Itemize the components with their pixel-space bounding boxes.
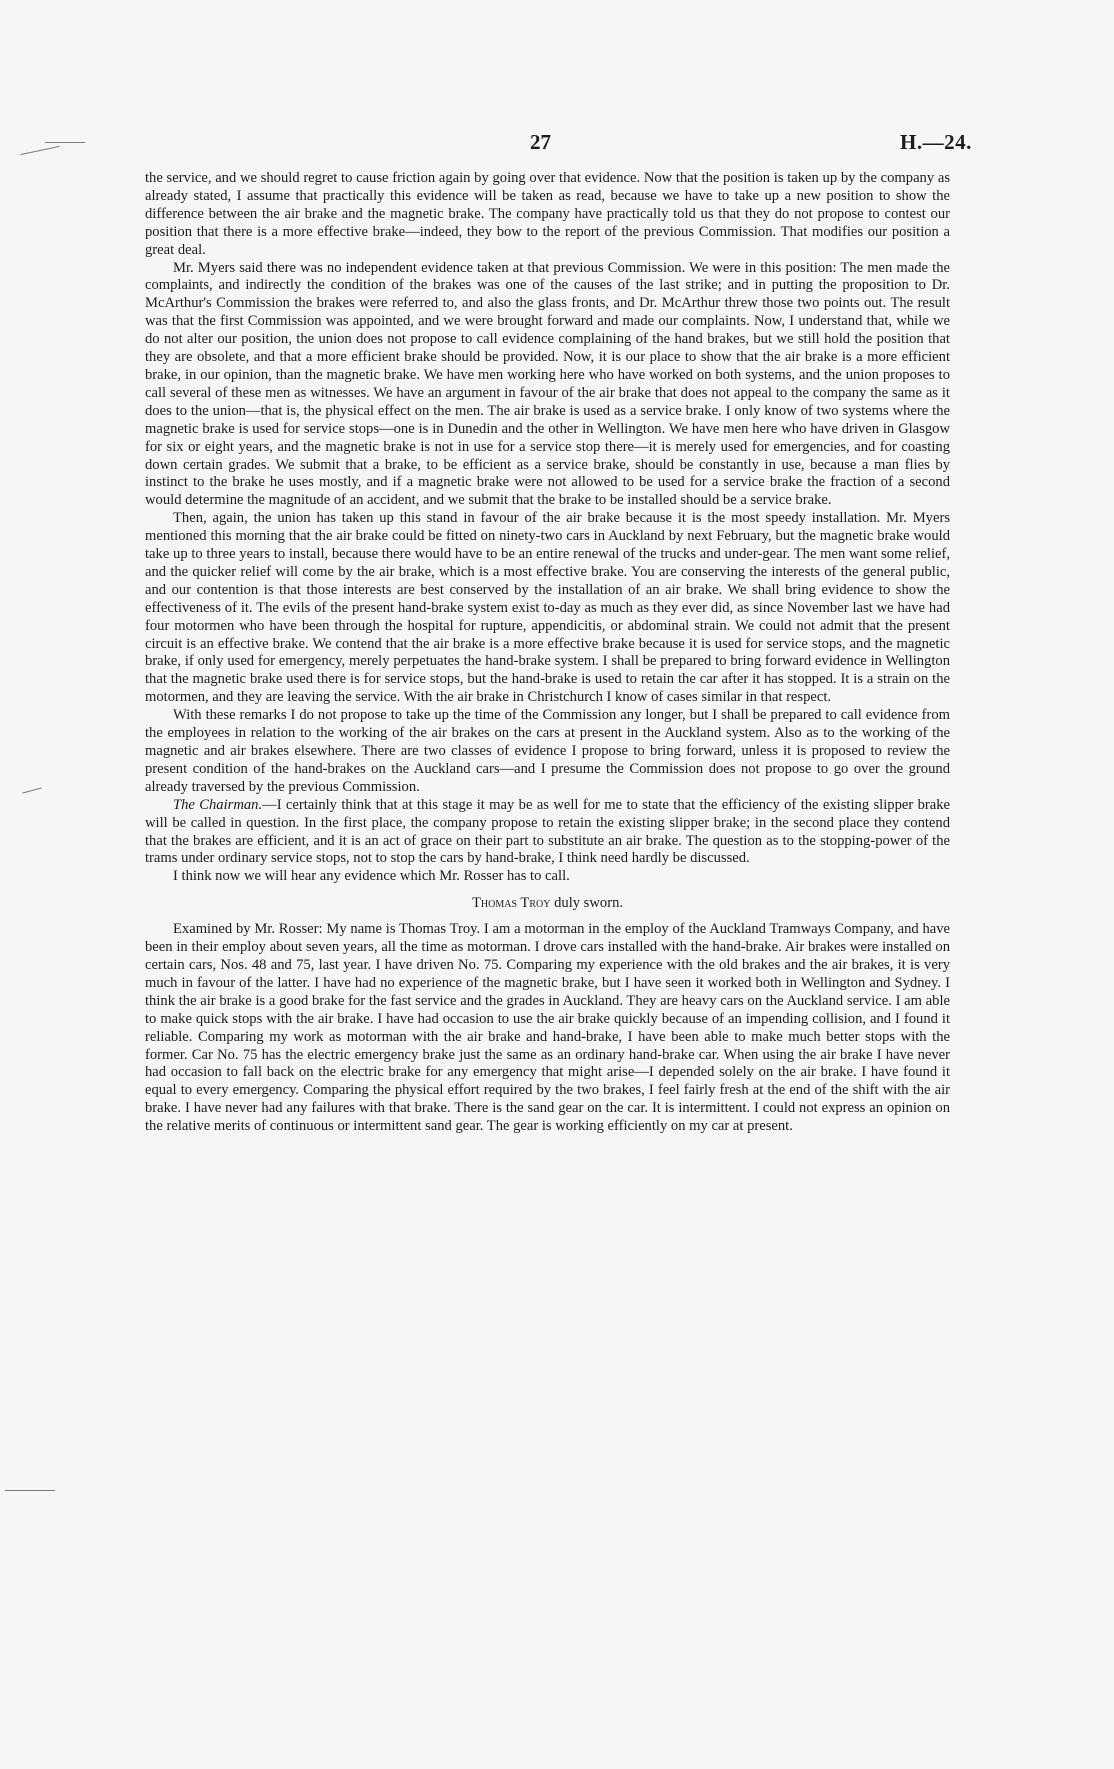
margin-mark (5, 1490, 55, 1491)
paragraph: Then, again, the union has taken up this stand in favour of the air brake because it is the most speedy installation. Mr. Myers mentioned this morning that the air brake could be fitted on ninety-two cars in Auckland by next February, but the magnetic brake would take up to three years to install, because there would have to be an entire renewal of the trucks and under-gear. The men want some relief, and the quicker relief will come by the air brake, which is a most effective brake. You are conserving the interests of the general public, and our contention is that those interests are best conserved by the installation of an air brake. We shall bring evidence to show the effectiveness of it. The evils of the present hand-brake system exist to-day as much as they ever did, as since November last we have had four motormen who have been through the hospital for rupture, appendicitis, or abdominal strain. We could not admit that the present circuit is an effective brake. We contend that the air brake is a more effective brake because it is used for service stops, and the magnetic brake, if only used for emergency, merely perpetuates the hand-brake system. I shall be prepared to bring forward evidence in Wellington that the magnetic brake used there is for service stops, but the hand-brake is used to retain the car after it has stopped. It is a strain on the motormen, and they are leaving the service. With the air brake in Christchurch I know of cases similar in that respect. (145, 510, 950, 706)
page-number: 27 (530, 130, 551, 154)
document-reference: H.—24. (900, 130, 972, 154)
paragraph: With these remarks I do not propose to take up the time of the Commission any longer, but I shall be prepared to call evidence from the employees in relation to the working of the air brakes on the cars at present in the Auckland system. Also as to the working of the magnetic and air brakes elsewhere. There are two classes of evidence I propose to bring forward, unless it is proposed to review the present condition of the hand-brakes on the Auckland cars—and I presume the Commission does not propose to go over the ground already traversed by the previous Commission. (145, 707, 950, 795)
testimony-paragraph: Examined by Mr. Rosser: My name is Thomas Troy. I am a motorman in the employ of the Auckland Tramways Company, and have been in their employ about seven years, all the time as motorman. I drove cars installed with the hand-brake. Air brakes were installed on certain cars, Nos. 48 and 75, last year. I have driven No. 75. Comparing my experience with the old brakes and the air brakes, it is very much in favour of the latter. I have had no experience of the magnetic brake, but I have seen it worked both in Wellington and Sydney. I think the air brake is a good brake for the fast service and the grades in Auckland. They are heavy cars on the Auckland service. I am able to make quick stops with the air brake. I have had occasion to use the air brake quickly because of an impending collision, and I found it reliable. Comparing my work as motorman with the air brake and hand-brake, I have been able to make much better stops with the former. Car No. 75 has the electric emergency brake just the same as an ordinary hand-brake car. When using the air brake I have never had occasion to fall back on the electric brake for any emergency that might arise—I depended solely on the air brake. I have found it equal to every emergency. Comparing the physical effort required by the two brakes, I feel fairly fresh at the end of the shift with the air brake. I have never had any failures with that brake. There is the sand gear on the car. It is intermittent. I could not express an opinion on the relative merits of continuous or intermittent sand gear. The gear is working efficiently on my car at present. (145, 921, 950, 1135)
witness-status: duly sworn. (554, 895, 624, 912)
chairman-paragraph (145, 797, 950, 869)
margin-mark (22, 787, 42, 793)
paragraph: the service, and we should regret to cause friction again by going over that evidence. Now that the position is taken up by the company as already stated, I assume that practically this evidence will be taken as read, because we have to take up a new position to show the difference between the air brake and the magnetic brake. The company have practically told us that they do not propose to contest our position that there is a more effective brake—indeed, they bow to the report of the previous Commission. That modifies our position a great deal. (145, 170, 950, 258)
speaker-name: The Chairman. (173, 796, 263, 813)
speaker-text: —I certainly think that at this stage it may be as well for me to state that the efficiency of the existing slipper brake will be called in question. In the first place, the company propose to retain the existing slipper brake; in the second place they contend that the brakes are efficient, and it is an act of grace on their part to substitute an air brake. The question as to the stopping-power of the trams under ordinary service stops, not to stop the cars by hand-brake, I think need hardly be discussed. (145, 796, 950, 867)
margin-mark (20, 146, 59, 155)
paragraph: Mr. Myers said there was no independent evidence taken at that previous Commission. We were in this position: The men made the complaints, and indirectly the condition of the brakes was one of the causes of the last strike; and in putting the proposition to Dr. McArthur's Commission the brakes were referred to, and also the glass fronts, and Dr. McArthur threw those two points out. The result was that the first Commission was appointed, and we were brought forward and made our complaints. Now, I understand that, while we do not alter our position, the union does not propose to call evidence complaining of the hand brakes, but we still hold the position that they are obsolete, and that a more efficient brake should be provided. Now, it is our place to show that the air brake is a more efficient brake, in our opinion, than the magnetic brake. We have men working here who have worked on both systems, and the union proposes to call several of these men as witnesses. We have an argument in favour of the air brake that does not appeal to the company the same as it does to the union—that is, the physical effect on the men. The air brake is used as a service brake. I only know of two systems where the magnetic brake is used for service stops—one is in Dunedin and the other in Wellington. We have men here who have driven in Glasgow for six or eight years, and the magnetic brake is not in use for a service stop there—it is merely used for emergencies, and for coasting down certain grades. We submit that a brake, to be efficient as a service brake, should be constantly in use, because a man flies by instinct to the brake he uses mostly, and if a magnetic brake were not allowed to be used for a service brake the fraction of a second would determine the magnitude of an accident, and we submit that the brake to be installed should be a service brake. (145, 259, 950, 509)
paragraph: I think now we will hear any evidence which Mr. Rosser has to call. (173, 868, 570, 885)
margin-mark (45, 142, 85, 143)
witness-heading (145, 895, 950, 913)
witness-name: Thomas Troy (471, 895, 551, 912)
body-text (145, 170, 950, 1136)
